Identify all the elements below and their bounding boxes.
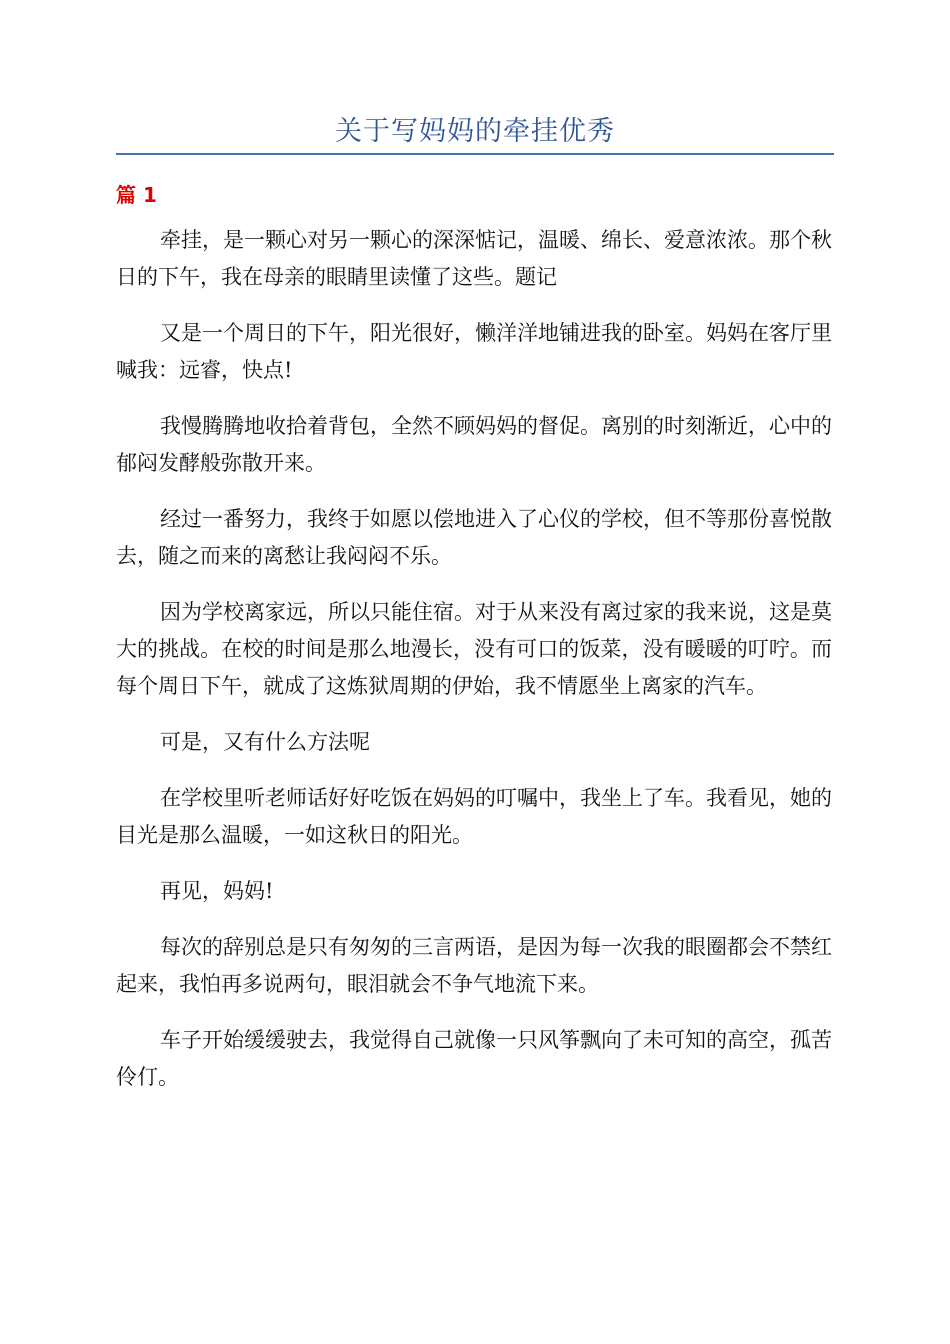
document-body bbox=[116, 222, 832, 1115]
paragraph: 牵挂，是一颗心对另一颗心的深深惦记，温暖、绵长、爱意浓浓。那个秋日的下午，我在母亲的眼睛里读懂了这些。题记 bbox=[116, 228, 832, 289]
paragraph: 又是一个周日的下午，阳光很好，懒洋洋地铺进我的卧室。妈妈在客厅里喊我：远睿，快点! bbox=[116, 321, 832, 382]
section-heading: 篇 1 bbox=[116, 183, 157, 207]
paragraph: 经过一番努力，我终于如愿以偿地进入了心仪的学校，但不等那份喜悦散去，随之而来的离愁让我闷闷不乐。 bbox=[116, 507, 832, 568]
paragraph: 可是，又有什么方法呢 bbox=[160, 730, 370, 754]
paragraph: 在学校里听老师话好好吃饭在妈妈的叮嘱中，我坐上了车。我看见，她的目光是那么温暖，一如这秋日的阳光。 bbox=[116, 786, 832, 847]
paragraph: 每次的辞别总是只有匆匆的三言两语，是因为每一次我的眼圈都会不禁红起来，我怕再多说两句，眼泪就会不争气地流下来。 bbox=[116, 935, 832, 996]
title-divider bbox=[116, 153, 834, 155]
paragraph: 因为学校离家远，所以只能住宿。对于从来没有离过家的我来说，这是莫大的挑战。在校的时间是那么地漫长，没有可口的饭菜，没有暖暖的叮咛。而每个周日下午，就成了这炼狱周期的伊始，我不情愿坐上离家的汽车。 bbox=[116, 600, 832, 698]
paragraph: 我慢腾腾地收拾着背包，全然不顾妈妈的督促。离别的时刻渐近，心中的郁闷发酵般弥散开来。 bbox=[116, 414, 832, 475]
document-title: 关于写妈妈的牵挂优秀 bbox=[335, 116, 615, 147]
paragraph: 再见，妈妈! bbox=[160, 879, 274, 903]
paragraph: 车子开始缓缓驶去，我觉得自己就像一只风筝飘向了未可知的高空，孤苦伶仃。 bbox=[116, 1028, 832, 1089]
